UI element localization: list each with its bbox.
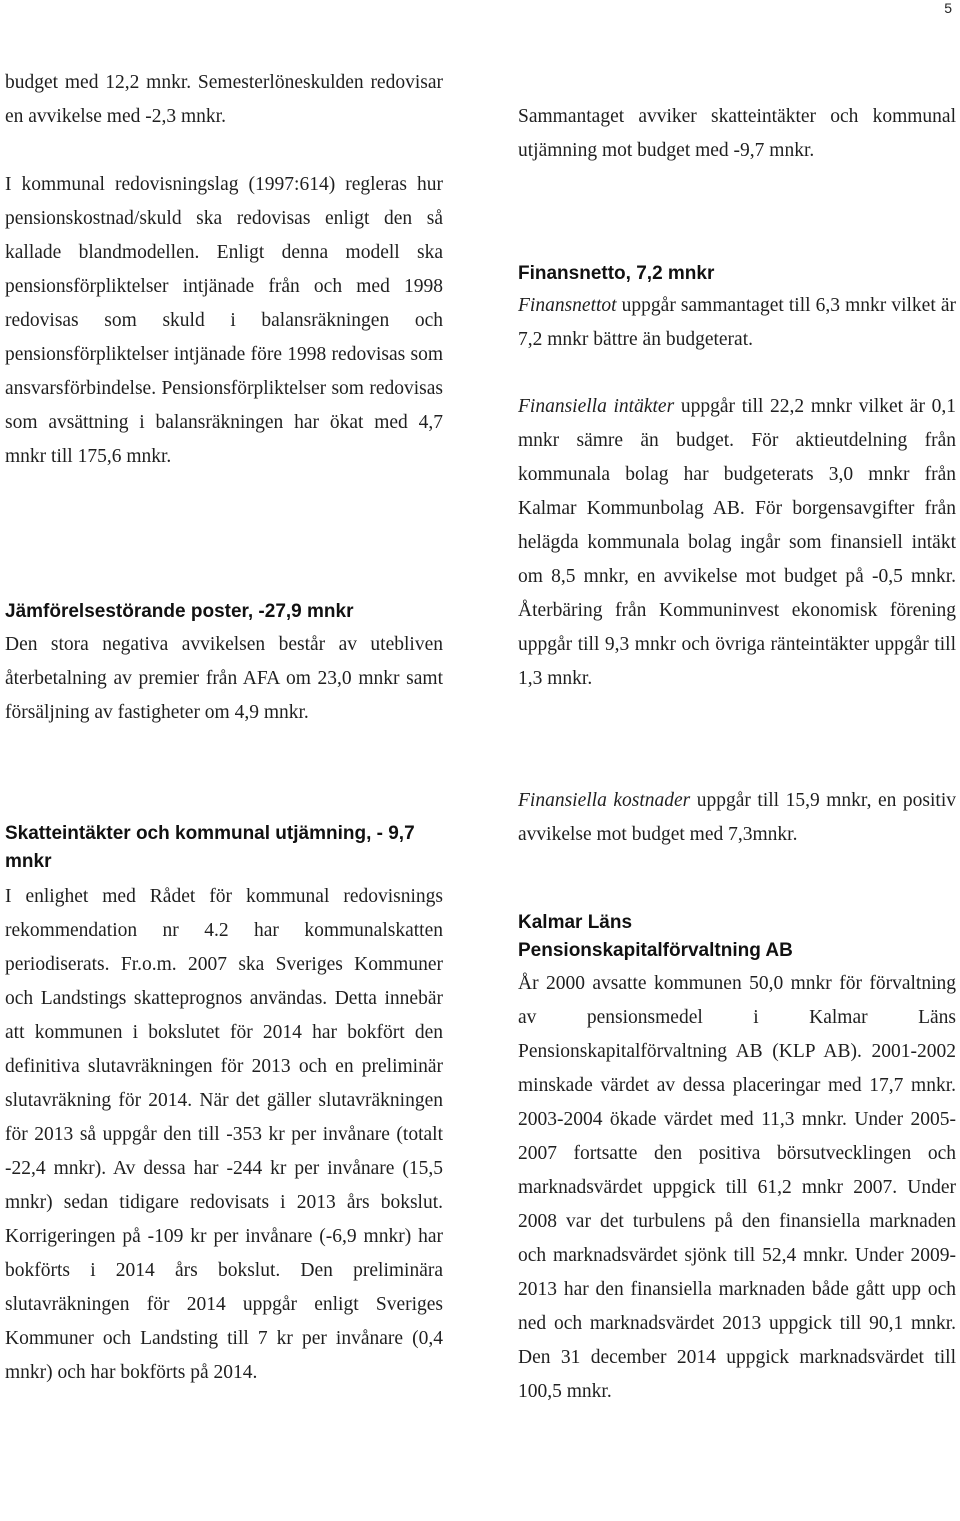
paragraph-finansiella-intakter: [518, 390, 956, 696]
term-finansiella-kostnader: Finansiella kostnader: [518, 790, 691, 811]
paragraph-finansnetto-text: uppgår sammantaget till 6,3 mnkr vilket är 7,2 mnkr bättre än budgeterat.: [518, 295, 956, 350]
paragraph-skatteintakter: I enlighet med Rådet för kommunal redovisnings rekommendation nr 4.2 har kommunalskatten periodiserats. Fr.o.m. 2007 ska Sveriges Kommuner och Landstings skatteprognos användas. Detta innebär att kommunen i bokslutet för 2014 har bokfört den definitiva slutavräkningen för 2013 och en preliminär slutavräkning för 2014. När det gäller slutavräkningen för 2013 så uppgår den till -353 kr per invånare (totalt -22,4 mnkr). Av dessa har -244 kr per invånare (15,5 mnkr) sedan tidigare redovisats i 2013 års bokslut. Korrigeringen på -109 kr per invånare (-6,9 mnkr) har bokförts i 2014 års bokslut. Den preliminära slutavräkningen för 2014 uppgår enligt Sveriges Kommuner och Landsting till 7 kr per invånare (0,4 mnkr) och har bokförts på 2014.: [5, 886, 443, 1383]
heading-skatteintakter: Skatteintäkter och kommunal utjämning, - 9,7 mnkr: [5, 823, 415, 872]
paragraph-finansiella-kostnader: [518, 784, 956, 852]
paragraph-jamforelsestorande-poster: Den stora negativa avvikelsen består av utebliven återbetalning av premier från AFA om 23,0 mnkr samt försäljning av fastigheter om 4,9 mnkr.: [5, 634, 443, 723]
heading-klp-line1: Kalmar Läns: [518, 912, 633, 933]
paragraph-klp: År 2000 avsatte kommunen 50,0 mnkr för förvaltning av pensionsmedel i Kalmar Läns Pensionskapitalförvaltning AB (KLP AB). 2001-2002 minskade värdet av dessa placeringar med 17,7 mnkr. 2003-2004 ökade värdet med 11,3 mnkr. Under 2005-2007 fortsatte den positiva börsutvecklingen och marknadsvärdet uppgick till 61,2 mnkr 2007. Under 2008 var det turbulens på den finansiella marknaden och marknadsvärdet sjönk till 52,4 mnkr. Under 2009-2013 har den finansiella marknaden både gått upp och ned och marknadsvärdet 2013 uppgick till 90,1 mnkr. Den 31 december 2014 uppgick marknadsvärdet till 100,5 mnkr.: [518, 973, 956, 1402]
paragraph-semesterloneskuld: budget med 12,2 mnkr. Semesterlöneskulden redovisar en avvikelse med -2,3 mnkr.: [5, 72, 443, 127]
heading-klp-line2: Pensionskapitalförvaltning AB: [518, 940, 793, 961]
paragraph-pensionsredovisning: I kommunal redovisningslag (1997:614) regleras hur pensionskostnad/skuld ska redovisas enligt den så kallade blandmodellen. Enligt denna modell ska pensionsförpliktelser intjänade från och med 1998 redovisas som skuld i balansräkningen och pensionsförpliktelser intjänade före 1998 redovisas som ansvarsförbindelse. Pensionsförpliktelser som redovisas som avsättning i balansräkningen har ökat med 4,7 mnkr till 175,6 mnkr.: [5, 174, 443, 467]
paragraph-sammantaget: Sammantaget avviker skatteintäkter och kommunal utjämning mot budget med -9,7 mnkr.: [518, 106, 956, 161]
page-number: 5: [944, 0, 952, 16]
term-finansiella-intakter: Finansiella intäkter: [518, 396, 675, 417]
paragraph-finansiella-intakter-text: uppgår till 22,2 mnkr vilket är 0,1 mnkr sämre än budget. För aktieutdelning från kommunala bolag har budgeterats 3,0 mnkr från Kalmar Kommunbolag AB. För borgensavgifter från helägda kommunala bolag ingår som finansiell intäkt om 8,5 mnkr, en avvikelse mot budget på -0,5 mnkr. Återbäring från Kommuninvest ekonomisk förening uppgår till 9,3 mnkr och övriga ränteintäkter uppgår till 1,3 mnkr.: [518, 396, 956, 689]
paragraph-finansnetto: [518, 289, 956, 357]
heading-jamforelsestorande-poster: Jämförelsestörande poster, -27,9 mnkr: [5, 601, 354, 622]
paragraph-finansiella-kostnader-text: uppgår till 15,9 mnkr, en positiv avvikelse mot budget med 7,3mnkr.: [518, 790, 957, 845]
heading-finansnetto: Finansnetto, 7,2 mnkr: [518, 263, 715, 284]
term-finansnettot: Finansnettot: [518, 295, 617, 316]
